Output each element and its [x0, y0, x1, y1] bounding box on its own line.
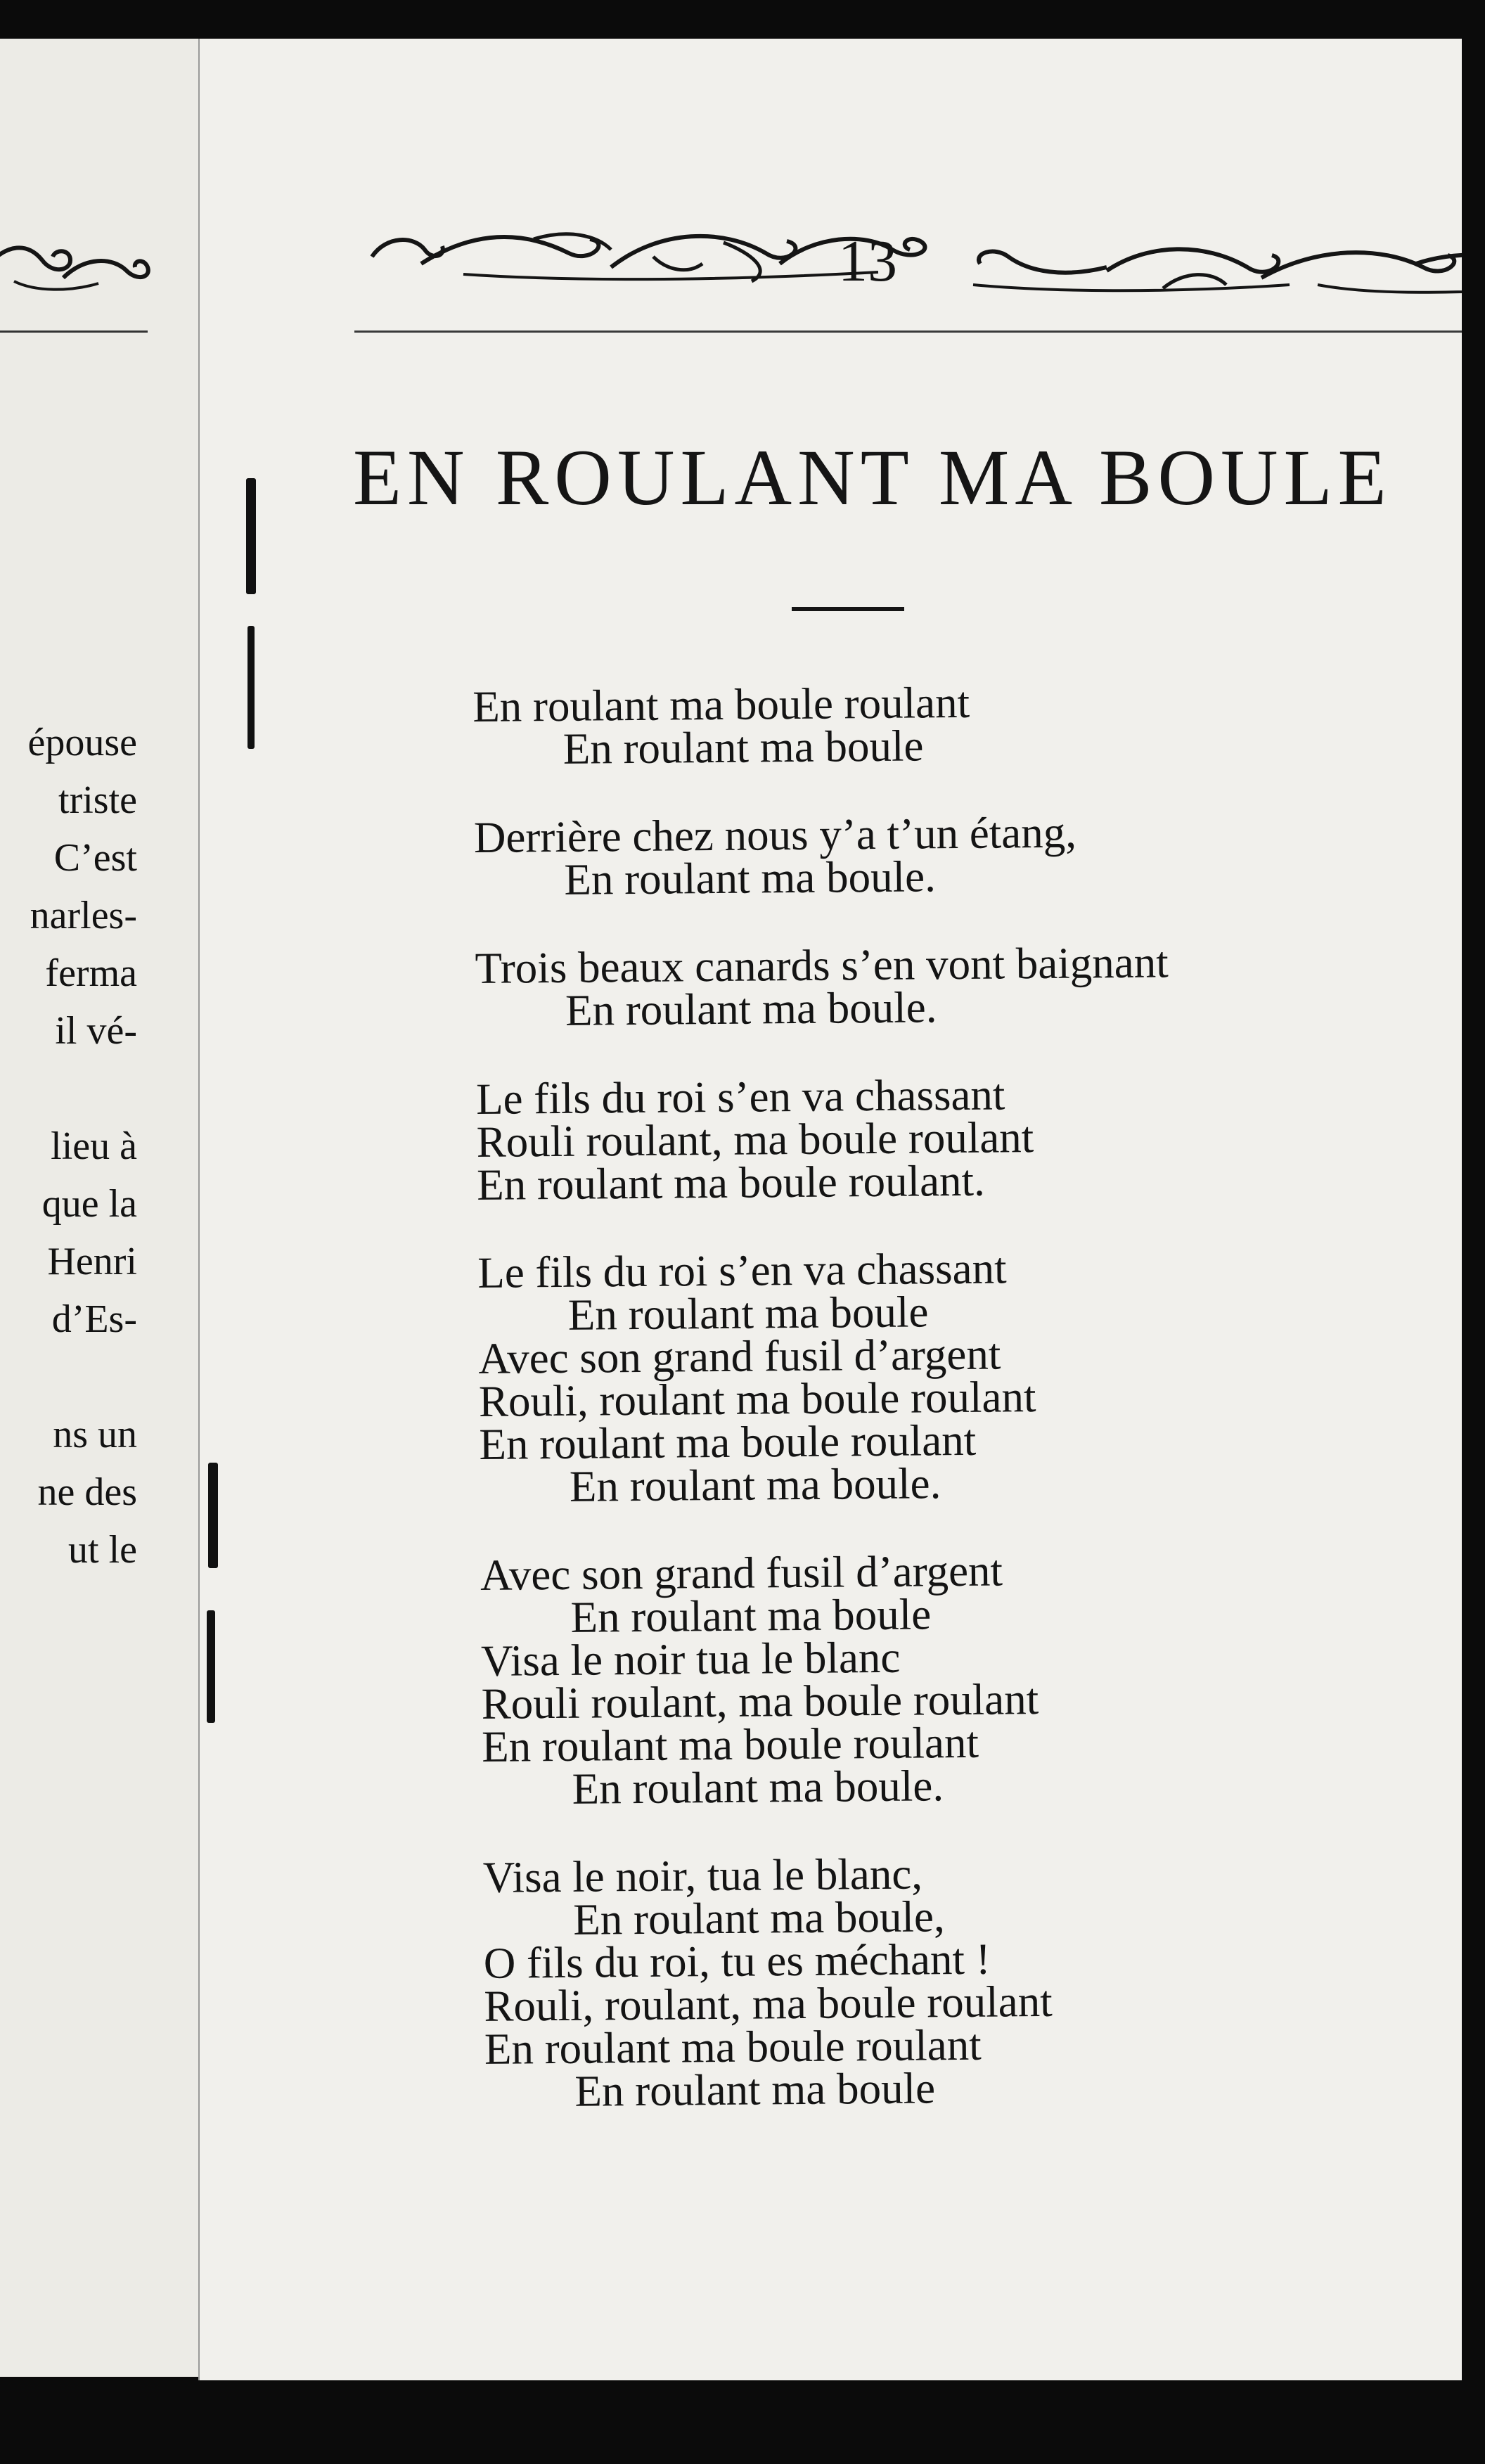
lyric-line: Rouli, roulant, ma boule roulant — [484, 1976, 1053, 2031]
previous-page-line: ns un — [53, 1413, 137, 1456]
previous-page-fragment — [0, 39, 206, 2377]
page-number: 13 — [838, 229, 897, 294]
lyric-line: O fils du roi, tu es méchant ! — [483, 1934, 991, 1988]
previous-page-line: narles- — [30, 894, 137, 937]
lyric-line: Visa le noir tua le blanc — [480, 1632, 901, 1686]
lyric-line: Trois beaux canards s’en vont baignant — [475, 937, 1169, 993]
binding-mark — [208, 1463, 218, 1568]
lyric-line: Derrière chez nous y’a t’un étang, — [473, 807, 1077, 862]
previous-page-line: Henri — [47, 1240, 137, 1283]
lyric-line: Visa le noir, tua le blanc, — [482, 1849, 923, 1902]
header-rule — [0, 331, 148, 333]
previous-page-line: C’est — [53, 836, 137, 880]
lyric-line: En roulant ma boule — [574, 2063, 936, 2116]
lyric-line: Rouli roulant, ma boule roulant — [481, 1674, 1039, 1728]
previous-page-line: il vé- — [55, 1009, 137, 1053]
lyric-line: Avec son grand fusil d’argent — [480, 1546, 1003, 1600]
previous-page-line: ferma — [45, 951, 137, 995]
lyric-line: En roulant ma boule — [567, 1287, 929, 1340]
stanza — [472, 677, 1458, 774]
right-ornament-icon — [952, 229, 1462, 306]
previous-page-line: d’Es- — [51, 1297, 137, 1341]
stanza — [483, 1848, 1462, 2114]
lyric-line: En roulant ma boule roulant — [484, 2020, 982, 2074]
lyric-line: Rouli roulant, ma boule roulant — [476, 1112, 1034, 1167]
stanza — [474, 808, 1459, 902]
song-lyrics — [472, 677, 1462, 2159]
stanza — [475, 939, 1460, 1033]
title-underline — [792, 607, 904, 611]
stanza — [477, 1243, 1462, 1509]
page — [198, 39, 1462, 2380]
previous-page-line: lieu à — [51, 1124, 137, 1168]
line-gap — [27, 1060, 137, 1117]
previous-page-text — [27, 714, 137, 1579]
previous-page-line: triste — [58, 778, 137, 822]
lyric-line: En roulant ma boule, — [573, 1892, 945, 1944]
ornament-flourish-icon — [0, 229, 155, 306]
binding-mark — [207, 1610, 215, 1723]
lyric-line: En roulant ma boule roulant — [479, 1415, 977, 1469]
lyric-line: Le fils du roi s’en va chassant — [477, 1243, 1007, 1297]
stanza — [476, 1070, 1462, 1207]
binding-mark — [248, 626, 255, 749]
lyric-line: Le fils du roi s’en va chassant — [475, 1070, 1005, 1124]
lyric-line: En roulant ma boule — [562, 721, 924, 774]
binding-mark — [246, 478, 256, 594]
lyric-line: En roulant ma boule. — [569, 1458, 941, 1511]
lyric-line: En roulant ma boule. — [564, 852, 937, 904]
song-title: EN ROULANT MA BOULE — [353, 434, 1392, 522]
previous-page-line: ut le — [68, 1528, 137, 1572]
lyric-line: Rouli, roulant ma boule roulant — [478, 1372, 1036, 1426]
lyric-line: En roulant ma boule — [570, 1589, 932, 1642]
line-gap — [27, 1348, 137, 1406]
previous-page-line: ne des — [37, 1470, 137, 1514]
lyric-line: En roulant ma boule roulant. — [476, 1155, 986, 1209]
lyric-line: En roulant ma boule roulant — [481, 1717, 979, 1771]
lyric-line: Avec son grand fusil d’argent — [478, 1329, 1001, 1383]
previous-page-line: que la — [41, 1182, 137, 1226]
lyric-line: En roulant ma boule. — [565, 982, 937, 1035]
header-rule — [354, 331, 1462, 333]
previous-page-line: épouse — [27, 721, 137, 764]
stanza — [480, 1546, 1462, 1814]
lyric-line: En roulant ma boule roulant — [472, 677, 970, 731]
lyric-line: En roulant ma boule. — [572, 1761, 944, 1814]
